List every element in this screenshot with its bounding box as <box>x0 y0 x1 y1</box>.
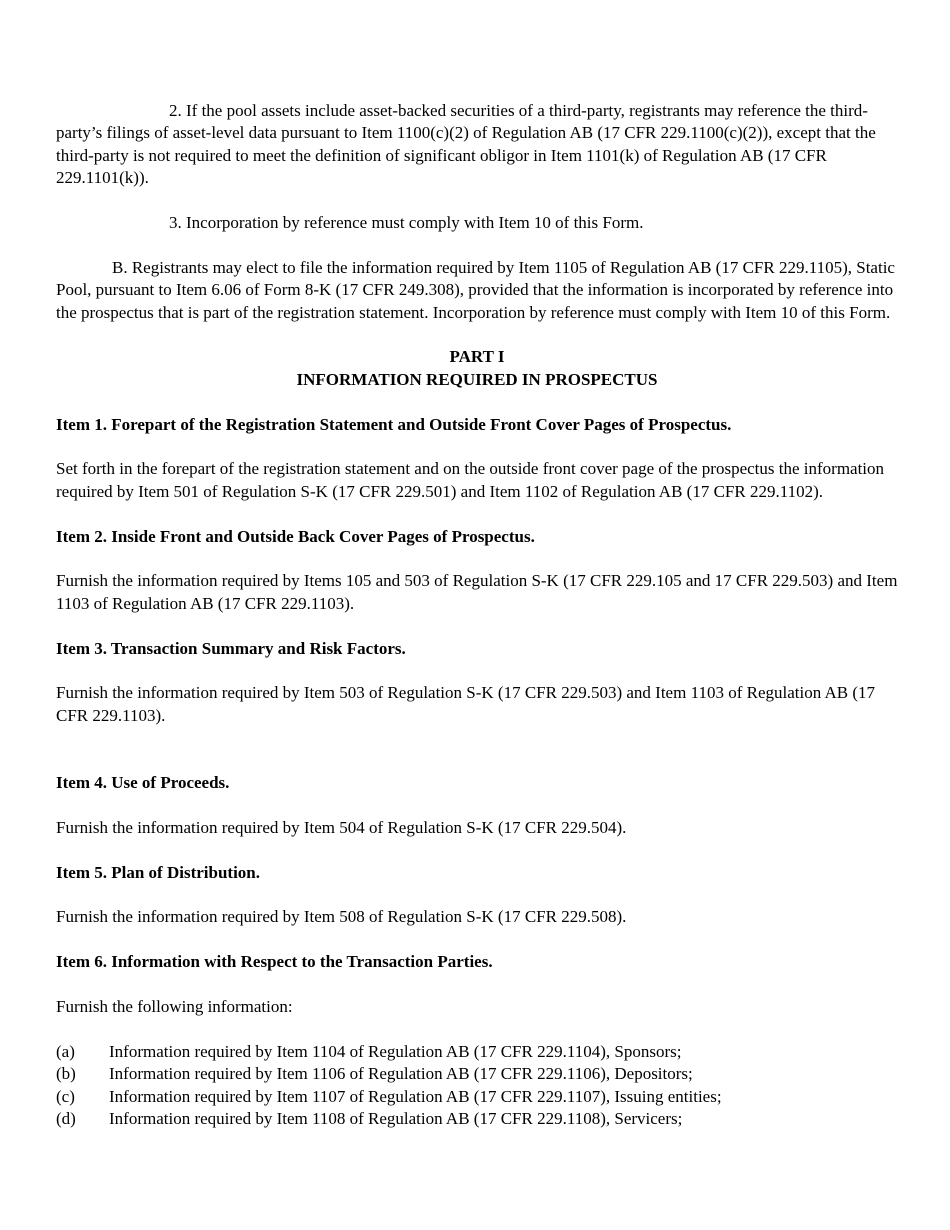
list-text: Information required by Item 1106 of Regulation AB (17 CFR 229.1106), Depositors; <box>109 1064 693 1084</box>
item-1-body: Set forth in the forepart of the registration statement and on the outside front cover page of the prospectus the information required by Item 501 of Regulation S-K (17 CFR 229.501) and Item 1102 of Regulation AB (17 CFR 229.1102). <box>56 459 885 501</box>
document-page <box>56 100 898 1130</box>
paragraph-b: B. Registrants may elect to file the information required by Item 1105 of Regulation AB (17 CFR 229.1105), Static Pool, pursuant to Item 6.06 of Form 8-K (17 CFR 249.308), provided that the information is incorporated by reference into the prospectus that is part of the registration statement. Incorporation by reference must comply with Item 10 of this Form. <box>56 257 895 322</box>
paragraph-2: 2. If the pool assets include asset-backed securities of a third-party, registrants may reference the third-party’s filings of asset-level data pursuant to Item 1100(c)(2) of Regulation AB (17 CFR 229.1100(c)(2)), except that the third-party is not required to meet the definition of significant obligor in Item 1101(k) of Regulation AB (17 CFR 229.1101(k)). <box>56 101 876 188</box>
item-3-heading: Item 3. Transaction Summary and Risk Factors. <box>56 638 406 658</box>
item-5-body: Furnish the information required by Item 508 of Regulation S-K (17 CFR 229.508). <box>56 907 627 927</box>
list-text: Information required by Item 1104 of Regulation AB (17 CFR 229.1104), Sponsors; <box>109 1041 682 1061</box>
item-2-body: Furnish the information required by Items 105 and 503 of Regulation S-K (17 CFR 229.105 and 17 CFR 229.503) and Item 1103 of Regulation AB (17 CFR 229.1103). <box>56 571 898 613</box>
list-item <box>56 1063 898 1085</box>
list-marker: (b) <box>56 1064 76 1084</box>
paragraph-3: 3. Incorporation by reference must comply with Item 10 of this Form. <box>169 213 644 233</box>
part-subtitle: INFORMATION REQUIRED IN PROSPECTUS <box>296 369 658 389</box>
item-6-body: Furnish the following information: <box>56 997 293 1017</box>
item-4-body: Furnish the information required by Item 504 of Regulation S-K (17 CFR 229.504). <box>56 817 627 837</box>
item-2-heading: Item 2. Inside Front and Outside Back Cover Pages of Prospectus. <box>56 526 535 546</box>
list-marker: (d) <box>56 1109 76 1129</box>
part-title: PART I <box>449 347 505 367</box>
list-text: Information required by Item 1108 of Regulation AB (17 CFR 229.1108), Servicers; <box>109 1109 683 1129</box>
item-6-heading: Item 6. Information with Respect to the Transaction Parties. <box>56 952 493 972</box>
list-item <box>56 1041 898 1063</box>
list-marker: (a) <box>56 1041 75 1061</box>
item-4-heading: Item 4. Use of Proceeds. <box>56 773 230 793</box>
item-5-heading: Item 5. Plan of Distribution. <box>56 862 260 882</box>
item-1-heading: Item 1. Forepart of the Registration Statement and Outside Front Cover Pages of Prospectus. <box>56 414 732 434</box>
item-3-body: Furnish the information required by Item 503 of Regulation S-K (17 CFR 229.503) and Item 1103 of Regulation AB (17 CFR 229.1103). <box>56 683 876 725</box>
list-item <box>56 1108 898 1130</box>
list-text: Information required by Item 1107 of Regulation AB (17 CFR 229.1107), Issuing entities; <box>109 1086 722 1106</box>
list-marker: (c) <box>56 1086 75 1106</box>
transaction-parties-list <box>56 1041 898 1131</box>
list-item <box>56 1086 898 1108</box>
